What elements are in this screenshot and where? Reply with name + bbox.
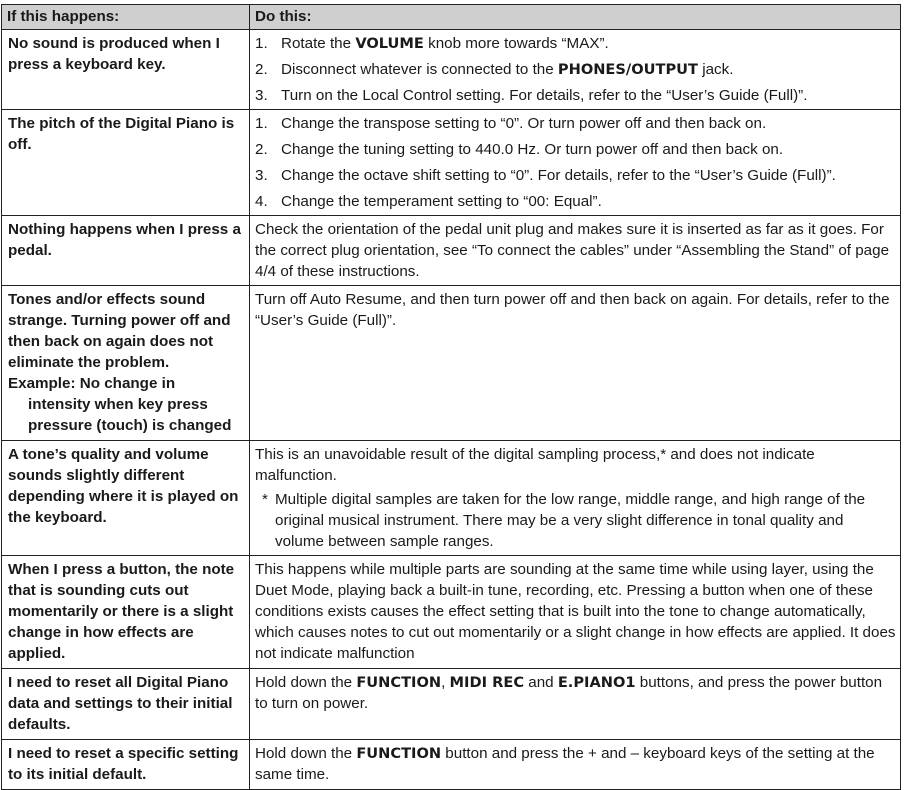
action-cell: Hold down the FUNCTION button and press the + and – keyboard keys of the setting at the same time. [250, 740, 901, 790]
footnote: * Multiple digital samples are taken for the low range, middle range, and high range of the original musical instrument. There may be a very slight difference in tonal quality and volume between sample ranges. [262, 491, 866, 550]
step: 1. Change the transpose setting to “0”. Or turn power off and then back on. [255, 115, 767, 132]
symptom-cell: Tones and/or effects sound strange. Turning power off and then back on again does not eliminate the problem. Example: No change in intensity when key press pressure (touch) is changed [2, 286, 250, 441]
table-row [2, 30, 901, 110]
symptom-cell: A tone’s quality and volume sounds slightly different depending where it is played on the keyboard. [2, 441, 250, 556]
action-cell: Check the orientation of the pedal unit plug and makes sure it is inserted as far as it goes. For the correct plug orientation, see “To connect the cables” under “Assembling the Stand” of page 4/4 of these instructions. [250, 216, 901, 286]
table-row [2, 669, 901, 740]
step: 1. Rotate the VOLUME knob more towards “MAX”. [255, 35, 609, 52]
step: 2. Disconnect whatever is connected to the PHONES/OUTPUT jack. [255, 61, 734, 78]
symptom-cell: I need to reset a specific setting to its initial default. [2, 740, 250, 790]
table-row [2, 216, 901, 286]
action-cell: Hold down the FUNCTION, MIDI REC and E.PIANO1 buttons, and press the power button to turn on power. [250, 669, 901, 740]
table-row [2, 286, 901, 441]
table-row [2, 441, 901, 556]
symptom-cell: The pitch of the Digital Piano is off. [2, 110, 250, 216]
action-cell: This is an unavoidable result of the digital sampling process,* and does not indicate malfunction. * Multiple digital samples are taken for the low range, middle range, and high range of the original musical instrument. There may be a very slight difference in tonal quality and volume between sample ranges. [250, 441, 901, 556]
table-row [2, 556, 901, 669]
table-header-row [2, 5, 901, 30]
step: 4. Change the temperament setting to “00: Equal”. [255, 193, 602, 210]
table-row [2, 110, 901, 216]
header-action: Do this: [250, 5, 901, 30]
step: 3. Change the octave shift setting to “0”. For details, refer to the “User’s Guide (Full)”. [255, 167, 836, 184]
symptom-cell: When I press a button, the note that is sounding cuts out momentarily or there is a slight change in how effects are applied. [2, 556, 250, 669]
table-row [2, 740, 901, 790]
action-cell [250, 110, 901, 216]
symptom-cell: No sound is produced when I press a keyboard key. [2, 30, 250, 110]
symptom-cell: Nothing happens when I press a pedal. [2, 216, 250, 286]
header-symptom: If this happens: [2, 5, 250, 30]
troubleshooting-table [1, 4, 901, 790]
action-cell: Turn off Auto Resume, and then turn power off and then back on again. For details, refer to the “User’s Guide (Full)”. [250, 286, 901, 441]
action-cell: This happens while multiple parts are sounding at the same time while using layer, using the Duet Mode, playing back a built-in tune, recording, etc. Pressing a button when one of these conditions exists causes the effect setting that is built into the tone to change automatically, which causes notes to cut out momentarily or a slight change in how effects are applied. It does not indicate malfunction [250, 556, 901, 669]
symptom-cell: I need to reset all Digital Piano data and settings to their initial defaults. [2, 669, 250, 740]
step: 2. Change the tuning setting to 440.0 Hz. Or turn power off and then back on. [255, 141, 784, 158]
action-cell [250, 30, 901, 110]
step: 3. Turn on the Local Control setting. For details, refer to the “User’s Guide (Full)”. [255, 87, 808, 104]
